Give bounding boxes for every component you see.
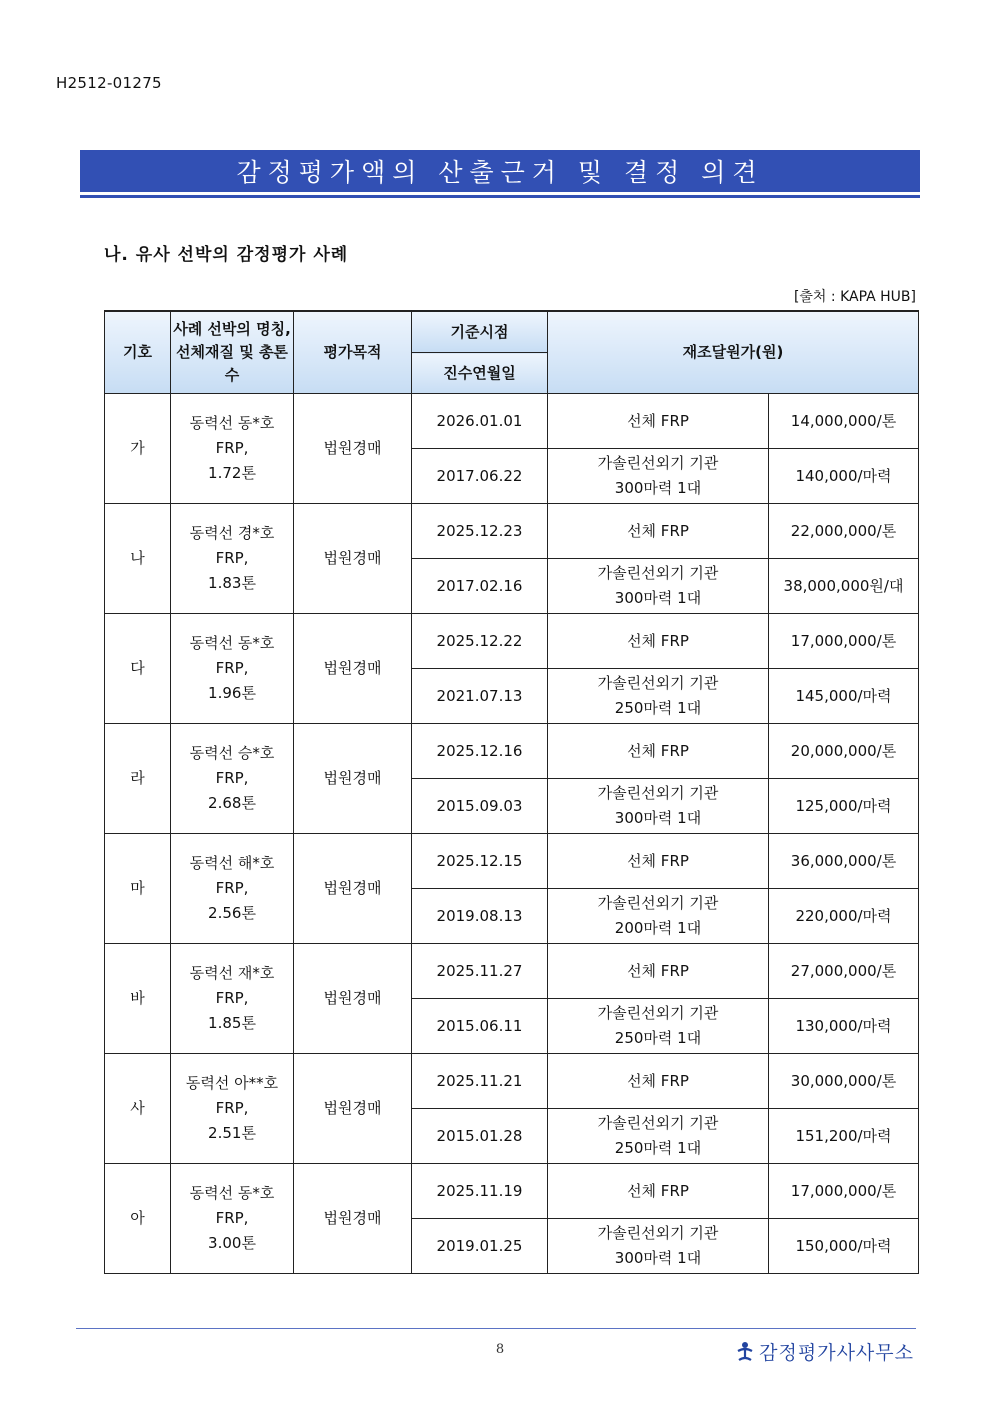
vessel-tonnage: 1.96톤 [208, 684, 256, 702]
footer-divider [76, 1328, 916, 1329]
hull-cost: 20,000,000/톤 [769, 724, 919, 779]
case-launch-date: 2015.06.11 [412, 999, 548, 1054]
case-base-date: 2025.12.16 [412, 724, 548, 779]
hull-cost: 17,000,000/톤 [769, 1164, 919, 1219]
header-cost: 재조달원가(원) [548, 311, 919, 394]
vessel-tonnage: 3.00톤 [208, 1234, 256, 1252]
engine-spec: 250마력 1대 [614, 699, 702, 717]
vessel-tonnage: 2.56톤 [208, 904, 256, 922]
header-launch-date: 진수연월일 [412, 353, 548, 394]
case-base-date: 2025.12.22 [412, 614, 548, 669]
vessel-material: FRP, [215, 1209, 249, 1227]
vessel-tonnage: 2.51톤 [208, 1124, 256, 1142]
source-note: [출처 : KAPA HUB] [793, 289, 916, 305]
case-launch-date: 2021.07.13 [412, 669, 548, 724]
engine-cost: 151,200/마력 [769, 1109, 919, 1164]
hull-cost: 36,000,000/톤 [769, 834, 919, 889]
vessel-material: FRP, [215, 549, 249, 567]
banner-title: 감정평가액의 산출근거 및 결정 의견 [236, 158, 764, 187]
hull-item: 선체 FRP [548, 1164, 769, 1219]
vessel-material: FRP, [215, 989, 249, 1007]
hull-item: 선체 FRP [548, 394, 769, 449]
case-vessel [171, 504, 294, 614]
vessel-name: 동력선 해*호 [189, 854, 275, 872]
brand-name: 감정평가사사무소 [759, 1342, 914, 1364]
case-code: 마 [105, 834, 171, 944]
engine-item [548, 449, 769, 504]
vessel-name: 동력선 경*호 [189, 524, 275, 542]
case-vessel [171, 394, 294, 504]
case-launch-date: 2015.09.03 [412, 779, 548, 834]
case-vessel [171, 724, 294, 834]
case-base-date: 2025.11.19 [412, 1164, 548, 1219]
engine-type: 가솔린선외기 기관 [597, 564, 719, 582]
case-base-date: 2025.11.21 [412, 1054, 548, 1109]
engine-item [548, 779, 769, 834]
header-base-date: 기준시점 [412, 311, 548, 353]
engine-item [548, 1219, 769, 1274]
hull-cost: 14,000,000/톤 [769, 394, 919, 449]
case-vessel [171, 1054, 294, 1164]
table-row [105, 504, 919, 559]
engine-item [548, 889, 769, 944]
case-base-date: 2025.12.15 [412, 834, 548, 889]
engine-type: 가솔린선외기 기관 [597, 674, 719, 692]
comparable-cases-table [104, 310, 919, 1274]
engine-spec: 250마력 1대 [614, 1029, 702, 1047]
case-code: 아 [105, 1164, 171, 1274]
case-vessel [171, 834, 294, 944]
office-logo-icon [734, 1341, 756, 1363]
table-row [105, 394, 919, 449]
case-vessel [171, 1164, 294, 1274]
case-launch-date: 2019.08.13 [412, 889, 548, 944]
table-row [105, 1164, 919, 1219]
case-purpose: 법원경매 [294, 504, 412, 614]
hull-item: 선체 FRP [548, 724, 769, 779]
section-title: 나. 유사 선박의 감정평가 사례 [104, 245, 349, 265]
hull-item: 선체 FRP [548, 834, 769, 889]
table-body [105, 394, 919, 1274]
hull-item: 선체 FRP [548, 614, 769, 669]
case-purpose: 법원경매 [294, 944, 412, 1054]
engine-item [548, 999, 769, 1054]
engine-cost: 140,000/마력 [769, 449, 919, 504]
header-purpose: 평가목적 [294, 311, 412, 394]
engine-type: 가솔린선외기 기관 [597, 1224, 719, 1242]
engine-cost: 130,000/마력 [769, 999, 919, 1054]
case-code: 사 [105, 1054, 171, 1164]
case-purpose: 법원경매 [294, 1164, 412, 1274]
case-launch-date: 2019.01.25 [412, 1219, 548, 1274]
case-purpose: 법원경매 [294, 394, 412, 504]
hull-cost: 27,000,000/톤 [769, 944, 919, 999]
case-purpose: 법원경매 [294, 1054, 412, 1164]
page-banner [80, 150, 920, 192]
vessel-name: 동력선 동*호 [189, 1184, 275, 1202]
engine-cost: 125,000/마력 [769, 779, 919, 834]
engine-spec: 300마력 1대 [614, 479, 702, 497]
hull-cost: 17,000,000/톤 [769, 614, 919, 669]
case-base-date: 2025.11.27 [412, 944, 548, 999]
case-purpose: 법원경매 [294, 834, 412, 944]
case-launch-date: 2017.06.22 [412, 449, 548, 504]
office-brand [734, 1338, 914, 1365]
engine-cost: 38,000,000원/대 [769, 559, 919, 614]
vessel-material: FRP, [215, 659, 249, 677]
engine-spec: 250마력 1대 [614, 1139, 702, 1157]
vessel-tonnage: 1.72톤 [208, 464, 256, 482]
table-row [105, 944, 919, 999]
vessel-material: FRP, [215, 439, 249, 457]
engine-item [548, 669, 769, 724]
case-base-date: 2025.12.23 [412, 504, 548, 559]
vessel-tonnage: 1.85톤 [208, 1014, 256, 1032]
header-name: 사례 선박의 명칭, 선체재질 및 총톤수 [171, 311, 294, 394]
vessel-tonnage: 2.68톤 [208, 794, 256, 812]
case-code: 가 [105, 394, 171, 504]
engine-item [548, 559, 769, 614]
vessel-tonnage: 1.83톤 [208, 574, 256, 592]
engine-spec: 300마력 1대 [614, 1249, 702, 1267]
case-vessel [171, 614, 294, 724]
vessel-name: 동력선 승*호 [189, 744, 275, 762]
engine-type: 가솔린선외기 기관 [597, 894, 719, 912]
engine-cost: 220,000/마력 [769, 889, 919, 944]
vessel-name: 동력선 재*호 [189, 964, 275, 982]
engine-type: 가솔린선외기 기관 [597, 784, 719, 802]
vessel-material: FRP, [215, 879, 249, 897]
engine-cost: 145,000/마력 [769, 669, 919, 724]
page-number: 8 [495, 1342, 505, 1357]
case-purpose: 법원경매 [294, 724, 412, 834]
case-code: 나 [105, 504, 171, 614]
vessel-name: 동력선 아**호 [185, 1074, 279, 1092]
case-code: 다 [105, 614, 171, 724]
engine-cost: 150,000/마력 [769, 1219, 919, 1274]
engine-type: 가솔린선외기 기관 [597, 1004, 719, 1022]
hull-cost: 30,000,000/톤 [769, 1054, 919, 1109]
banner-underline [80, 195, 920, 198]
case-launch-date: 2015.01.28 [412, 1109, 548, 1164]
engine-spec: 300마력 1대 [614, 589, 702, 607]
engine-type: 가솔린선외기 기관 [597, 1114, 719, 1132]
table-row [105, 724, 919, 779]
table-row [105, 1054, 919, 1109]
header-code: 기호 [105, 311, 171, 394]
case-code: 바 [105, 944, 171, 1054]
vessel-material: FRP, [215, 1099, 249, 1117]
hull-item: 선체 FRP [548, 504, 769, 559]
document-id: H2512-01275 [56, 74, 162, 92]
hull-cost: 22,000,000/톤 [769, 504, 919, 559]
table-row [105, 614, 919, 669]
engine-spec: 300마력 1대 [614, 809, 702, 827]
vessel-name: 동력선 동*호 [189, 414, 275, 432]
vessel-name: 동력선 동*호 [189, 634, 275, 652]
engine-item [548, 1109, 769, 1164]
case-purpose: 법원경매 [294, 614, 412, 724]
hull-item: 선체 FRP [548, 1054, 769, 1109]
case-vessel [171, 944, 294, 1054]
table-row [105, 834, 919, 889]
case-code: 라 [105, 724, 171, 834]
case-launch-date: 2017.02.16 [412, 559, 548, 614]
vessel-material: FRP, [215, 769, 249, 787]
case-base-date: 2026.01.01 [412, 394, 548, 449]
hull-item: 선체 FRP [548, 944, 769, 999]
engine-type: 가솔린선외기 기관 [597, 454, 719, 472]
engine-spec: 200마력 1대 [614, 919, 702, 937]
